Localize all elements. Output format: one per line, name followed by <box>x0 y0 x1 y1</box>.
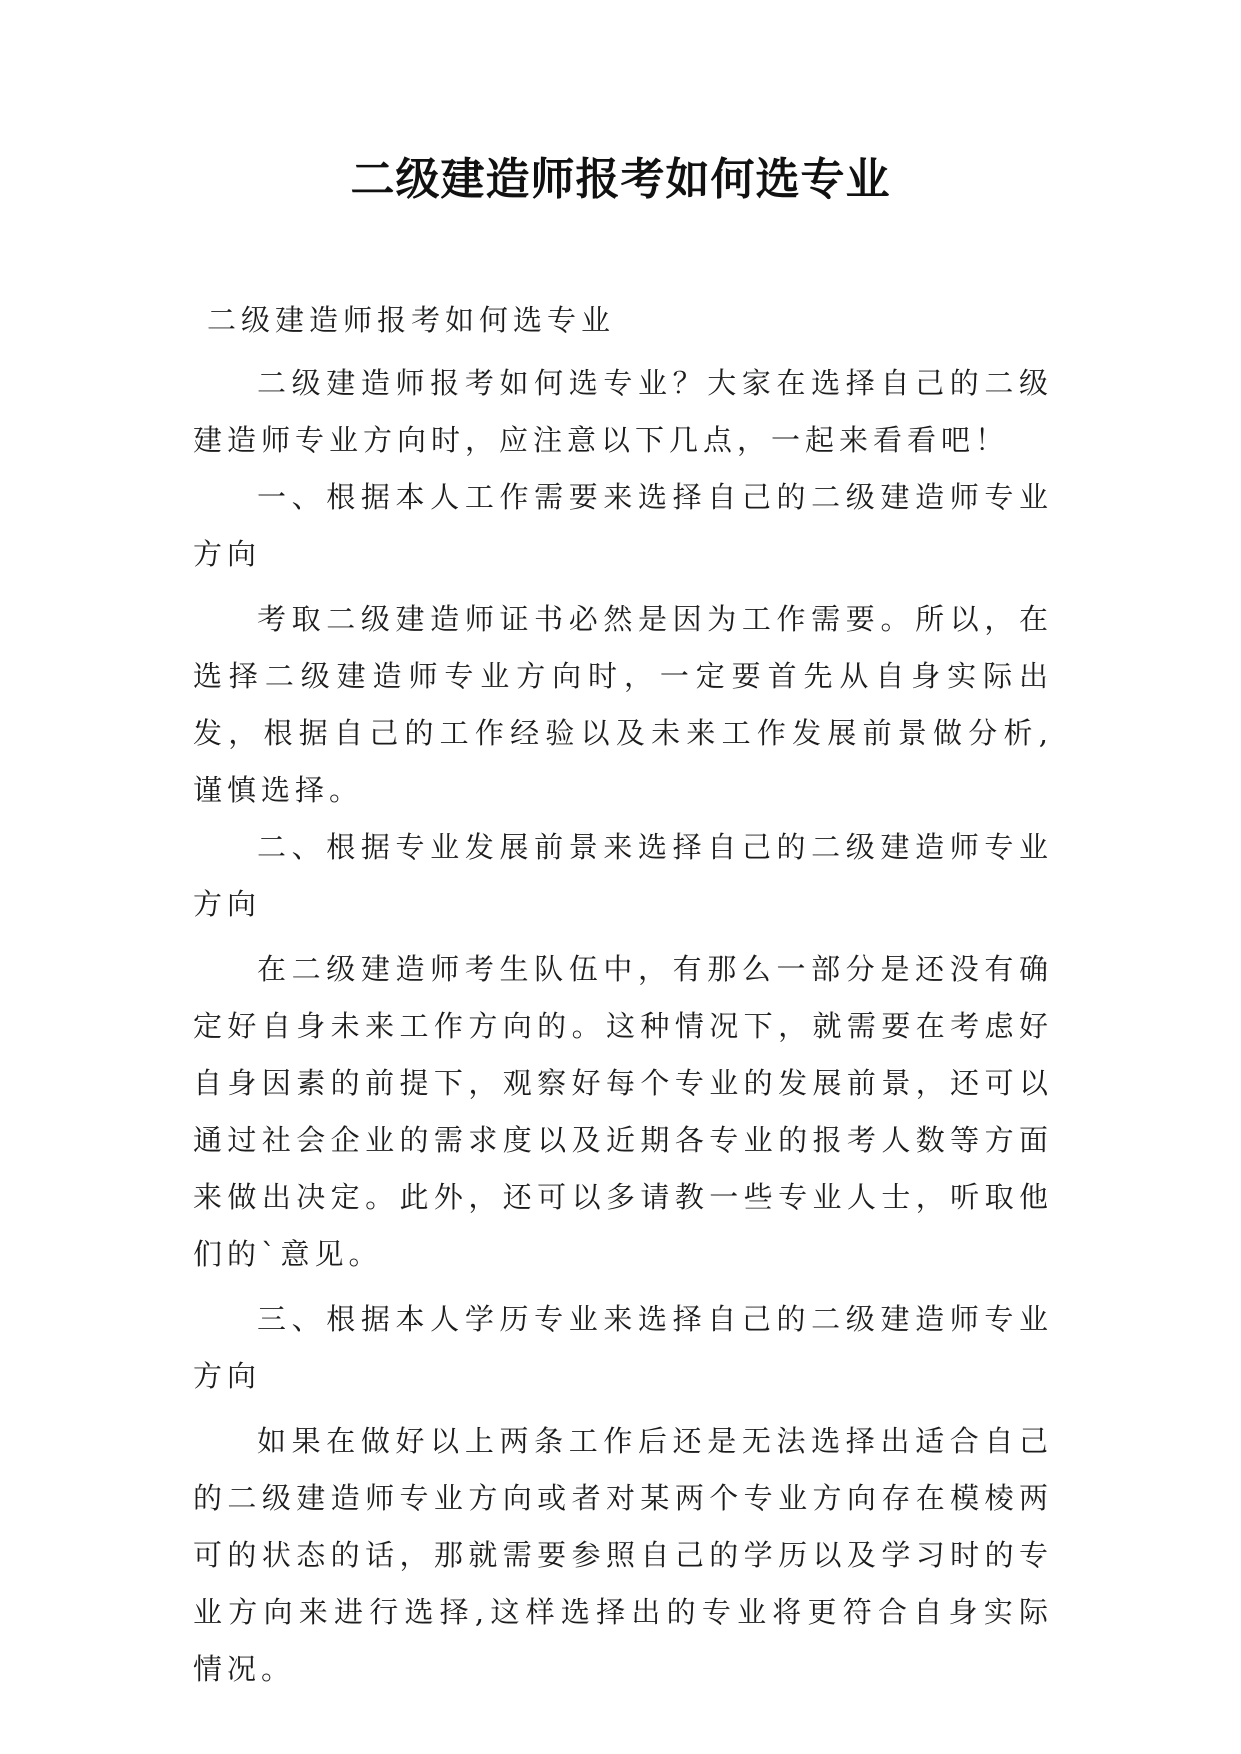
section-heading-2: 二、根据专业发展前景来选择自己的二级建造师专业方向 <box>193 830 1053 921</box>
section-heading-1: 一、根据本人工作需要来选择自己的二级建造师专业方向 <box>193 480 1053 571</box>
paragraph-intro: 二级建造师报考如何选专业？大家在选择自己的二级建造师专业方向时，应注意以下几点，一起来看看吧！ <box>193 366 1053 457</box>
document-subtitle: 二级建造师报考如何选专业 <box>207 303 616 337</box>
section-heading-3: 三、根据本人学历专业来选择自己的二级建造师专业方向 <box>193 1302 1053 1393</box>
document-body <box>193 292 1053 1698</box>
paragraph-section-1: 考取二级建造师证书必然是因为工作需要。所以，在选择二级建造师专业方向时，一定要首先从自身实际出发，根据自己的工作经验以及未来工作发展前景做分析,谨慎选择。 <box>193 602 1053 807</box>
paragraph-section-3: 如果在做好以上两条工作后还是无法选择出适合自己的二级建造师专业方向或者对某两个专业方向存在模棱两可的状态的话，那就需要参照自己的学历以及学习时的专业方向来进行选择,这样选择出的专业将更符合自身实际情况。 <box>193 1424 1053 1686</box>
paragraph-section-2: 在二级建造师考生队伍中，有那么一部分是还没有确定好自身未来工作方向的。这种情况下，就需要在考虑好自身因素的前提下，观察好每个专业的发展前景，还可以通过社会企业的需求度以及近期各专业的报考人数等方面来做出决定。此外，还可以多请教一些专业人士，听取他们的`意见。 <box>193 952 1053 1271</box>
document-title: 二级建造师报考如何选专业 <box>350 154 891 205</box>
